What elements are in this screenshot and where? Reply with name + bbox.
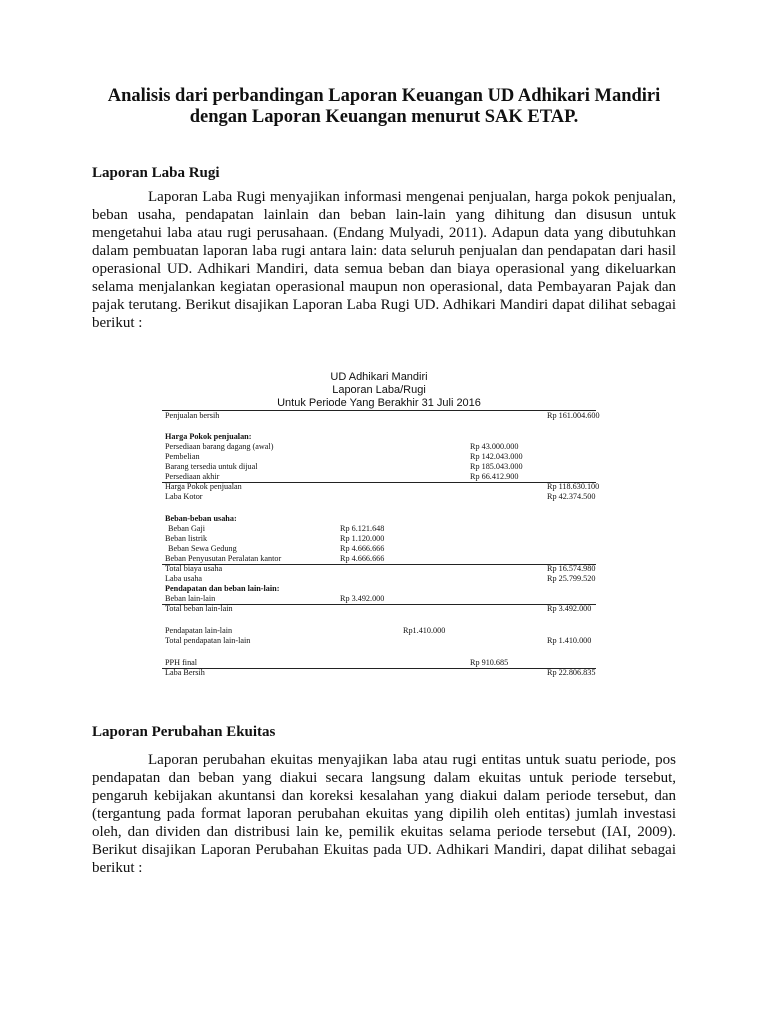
statement-row-amount: Rp 185.043.000 xyxy=(470,462,523,471)
statement-row-amount: Rp 1.120.000 xyxy=(340,534,385,543)
statement-row-label: Beban Gaji xyxy=(168,524,206,533)
statement-row xyxy=(162,636,596,646)
statement-row-label: Harga Pokok penjualan: xyxy=(165,432,252,441)
statement-row-label: Penjualan bersih xyxy=(165,411,220,420)
statement-row-amount: Rp1.410.000 xyxy=(403,626,446,635)
statement-row-label: Pendapatan dan beban lain-lain: xyxy=(165,584,280,593)
statement-header xyxy=(162,371,596,410)
statement-row-label: Harga Pokok penjualan xyxy=(165,482,242,491)
statement-row-amount: Rp 66.412.900 xyxy=(470,472,519,481)
statement-row xyxy=(162,574,596,584)
statement-row-amount: Rp 142.043.000 xyxy=(470,452,523,461)
statement-row xyxy=(162,524,596,534)
statement-row-amount: Rp 43.000.000 xyxy=(470,442,519,451)
paragraph-perubahan-ekuitas: Laporan perubahan ekuitas menyajikan laba atau rugi entitas untuk suatu periode, pos pendapatan dan beban yang diakui secara langsung dalam ekuitas untuk periode tersebut, pengaruh kebijakan akuntansi dan koreksi kesalahan yang diakui dalam periode tersebut, dan (tergantung pada format laporan perubahan ekuitas yang dipilih oleh entitas) jumlah investasi oleh, dan dividen dan distribusi lain ke, pemilik ekuitas selama periode tersebut (IAI, 2009). Berikut disajikan Laporan Perubahan Ekuitas pada UD. Adhikari Mandiri, dapat dilihat sebagai berikut : xyxy=(92,752,676,876)
statement-row-amount: Rp 4.666.666 xyxy=(340,554,385,563)
statement-row-amount: Rp 16.574.980 xyxy=(547,564,596,573)
statement-row-amount: Rp 910.685 xyxy=(470,658,509,667)
statement-row-label: Beban lain-lain xyxy=(165,594,216,603)
statement-row-label: Total biaya usaha xyxy=(165,564,223,573)
paragraph-laba-rugi: Laporan Laba Rugi menyajikan informasi mengenai penjualan, harga pokok penjualan, beban usaha, pendapatan lainlain dan beban lain-lain yang dihitung dan disusun untuk mengetahui laba atau rugi perusahaan. (Endang Mulyadi, 2011). Adapun data yang dibutuhkan dalam pembuatan laporan laba rugi antara lain: data seluruh penjualan dan pendapatan dari hasil operasional UD. Adhikari Mandiri, data semua beban dan biaya operasional yang dikeluarkan selama menjalankan kegiatan operasional maupun non operasional, data Pembayaran Pajak dan pajak terutang. Berikut disajikan Laporan Laba Rugi UD. Adhikari Mandiri dapat dilihat sebagai berikut : xyxy=(92,189,676,331)
statement-row-label: Persediaan akhir xyxy=(165,472,220,481)
statement-row xyxy=(162,442,596,452)
statement-row-label: Beban listrik xyxy=(165,534,208,543)
statement-row xyxy=(162,604,596,614)
document-title-line-2: dengan Laporan Keuangan menurut SAK ETAP. xyxy=(189,107,579,127)
statement-row-label: Total beban lain-lain xyxy=(165,604,233,613)
statement-company: UD Adhikari Mandiri xyxy=(330,371,428,383)
statement-row xyxy=(162,482,600,492)
statement-row-amount: Rp 3.492.000 xyxy=(340,594,385,603)
statement-row xyxy=(162,452,596,462)
statement-row-amount: Rp 118.630.100 xyxy=(547,482,600,491)
statement-period: Untuk Periode Yang Berakhir 31 Juli 2016 xyxy=(277,397,481,409)
income-statement-table xyxy=(162,371,600,686)
document-title xyxy=(60,86,708,128)
statement-row-label: Beban Penyusutan Peralatan kantor xyxy=(165,554,282,563)
statement-row-amount: Rp 22.806.835 xyxy=(547,668,596,677)
statement-row-label: PPH final xyxy=(165,658,198,667)
section-heading-perubahan-ekuitas: Laporan Perubahan Ekuitas xyxy=(92,724,276,740)
statement-row-label: Beban-beban usaha: xyxy=(165,514,237,523)
statement-row-label: Laba usaha xyxy=(165,574,203,583)
statement-row-amount: Rp 25.799.520 xyxy=(547,574,596,583)
statement-row-label: Total pendapatan lain-lain xyxy=(165,636,251,645)
statement-row xyxy=(162,668,596,678)
statement-row-label: Barang tersedia untuk dijual xyxy=(165,462,258,471)
statement-row-amount: Rp 4.666.666 xyxy=(340,544,385,553)
statement-row xyxy=(162,514,596,524)
statement-row-label: Laba Bersih xyxy=(165,668,205,677)
statement-rows xyxy=(162,410,600,686)
statement-row xyxy=(162,564,596,574)
statement-row xyxy=(162,462,596,472)
document-title-line-1: Analisis dari perbandingan Laporan Keuangan UD Adhikari Mandiri xyxy=(107,86,661,106)
statement-row xyxy=(162,492,596,502)
statement-row-amount: Rp 6.121.648 xyxy=(340,524,385,533)
statement-row xyxy=(162,534,596,544)
statement-row-label: Laba Kotor xyxy=(165,492,203,501)
statement-row-amount: Rp 3.492.000 xyxy=(547,604,592,613)
statement-row-label: Pendapatan lain-lain xyxy=(165,626,233,635)
statement-row-amount: Rp 161.004.600 xyxy=(547,411,600,420)
statement-row-label: Beban Sewa Gedung xyxy=(168,544,237,553)
section-heading-laba-rugi: Laporan Laba Rugi xyxy=(92,165,220,181)
statement-name: Laporan Laba/Rugi xyxy=(332,384,426,396)
statement-row xyxy=(162,584,596,594)
statement-row xyxy=(162,544,596,554)
statement-row-amount: Rp 42.374.500 xyxy=(547,492,596,501)
statement-row xyxy=(162,432,596,442)
statement-row xyxy=(162,626,596,636)
statement-row xyxy=(162,411,600,421)
statement-row-label: Persediaan barang dagang (awal) xyxy=(165,442,274,451)
statement-row-label: Pembelian xyxy=(165,452,200,461)
statement-row-amount: Rp 1.410.000 xyxy=(547,636,592,645)
